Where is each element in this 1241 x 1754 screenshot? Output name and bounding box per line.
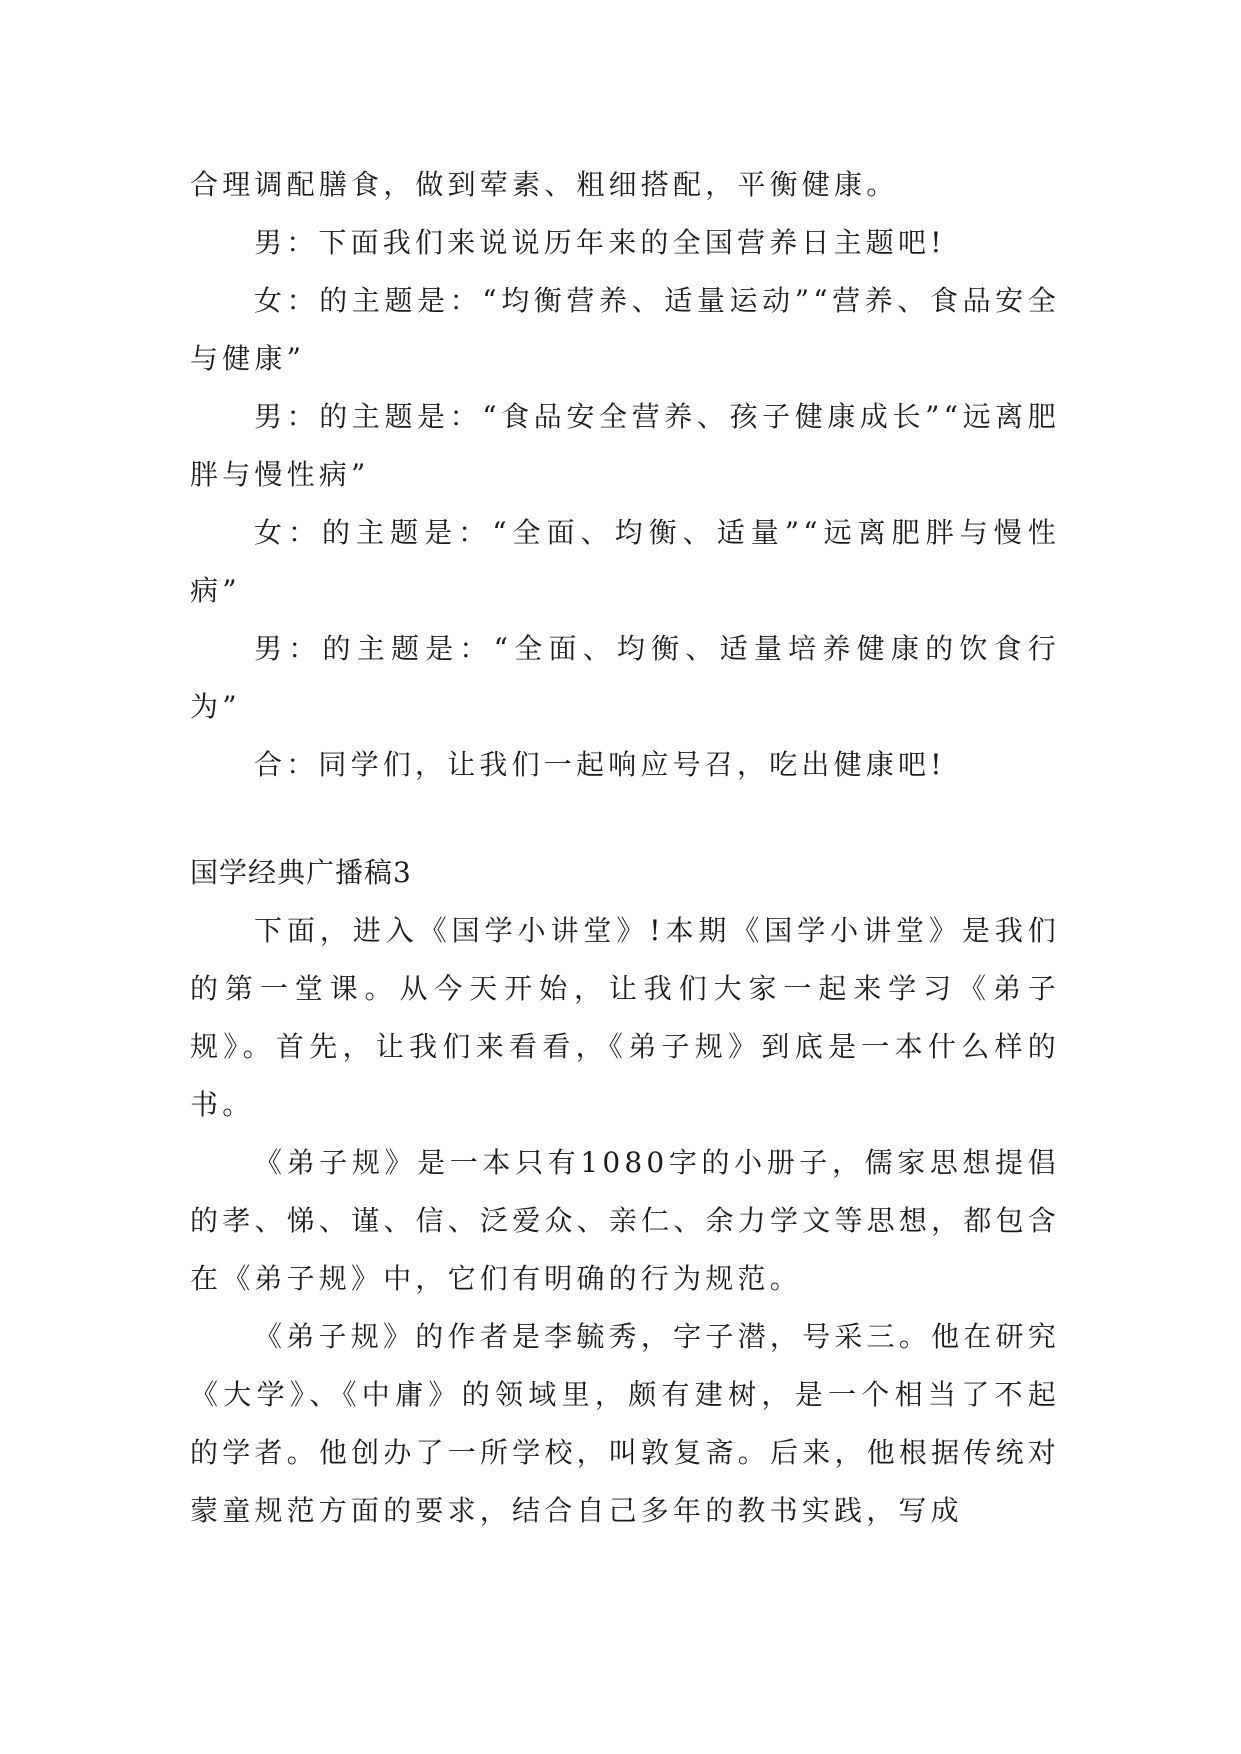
paragraph-male-theme-1: 男：的主题是：“食品安全营养、孩子健康成长”“远离肥胖与慢性病” <box>190 400 1060 491</box>
paragraph-female-theme-1: 女：的主题是：“均衡营养、适量运动”“营养、食品安全与健康” <box>190 284 1060 375</box>
paragraph-dizigui-summary: 《弟子规》是一本只有1080字的小册子，儒家思想提倡的孝、悌、谨、信、泛爱众、亲仁、余力学文等思想，都包含在《弟子规》中，它们有明确的行为规范。 <box>190 1146 1060 1295</box>
paragraph-continued-diet: 合理调配膳食，做到荤素、粗细搭配，平衡健康。 <box>190 168 899 201</box>
paragraph-male-theme-2: 男：的主题是：“全面、均衡、适量培养健康的饮食行为” <box>190 632 1060 723</box>
document-page <box>190 156 1060 1540</box>
section-spacer <box>190 794 1060 844</box>
paragraph-female-theme-2: 女：的主题是：“全面、均衡、适量”“远离肥胖与慢性病” <box>190 516 1060 607</box>
paragraph-male-intro: 男：下面我们来说说历年来的全国营养日主题吧! <box>254 226 946 259</box>
paragraph-dizigui-author: 《弟子规》的作者是李毓秀，字子潜，号采三。他在研究《大学》、《中庸》的领域里，颇有建树，是一个相当了不起的学者。他创办了一所学校，叫敦复斋。后来，他根据传统对蒙童规范方面的要求，结合自己多年的教书实践，写成 <box>190 1320 1060 1527</box>
paragraph-lecture-intro: 下面，进入《国学小讲堂》!本期《国学小讲堂》是我们的第一堂课。从今天开始，让我们大家一起来学习《弟子规》。首先，让我们来看看，《弟子规》到底是一本什么样的书。 <box>190 914 1060 1121</box>
section-heading: 国学经典广播稿3 <box>190 856 412 889</box>
paragraph-together-closing: 合：同学们，让我们一起响应号召，吃出健康吧! <box>254 748 946 781</box>
